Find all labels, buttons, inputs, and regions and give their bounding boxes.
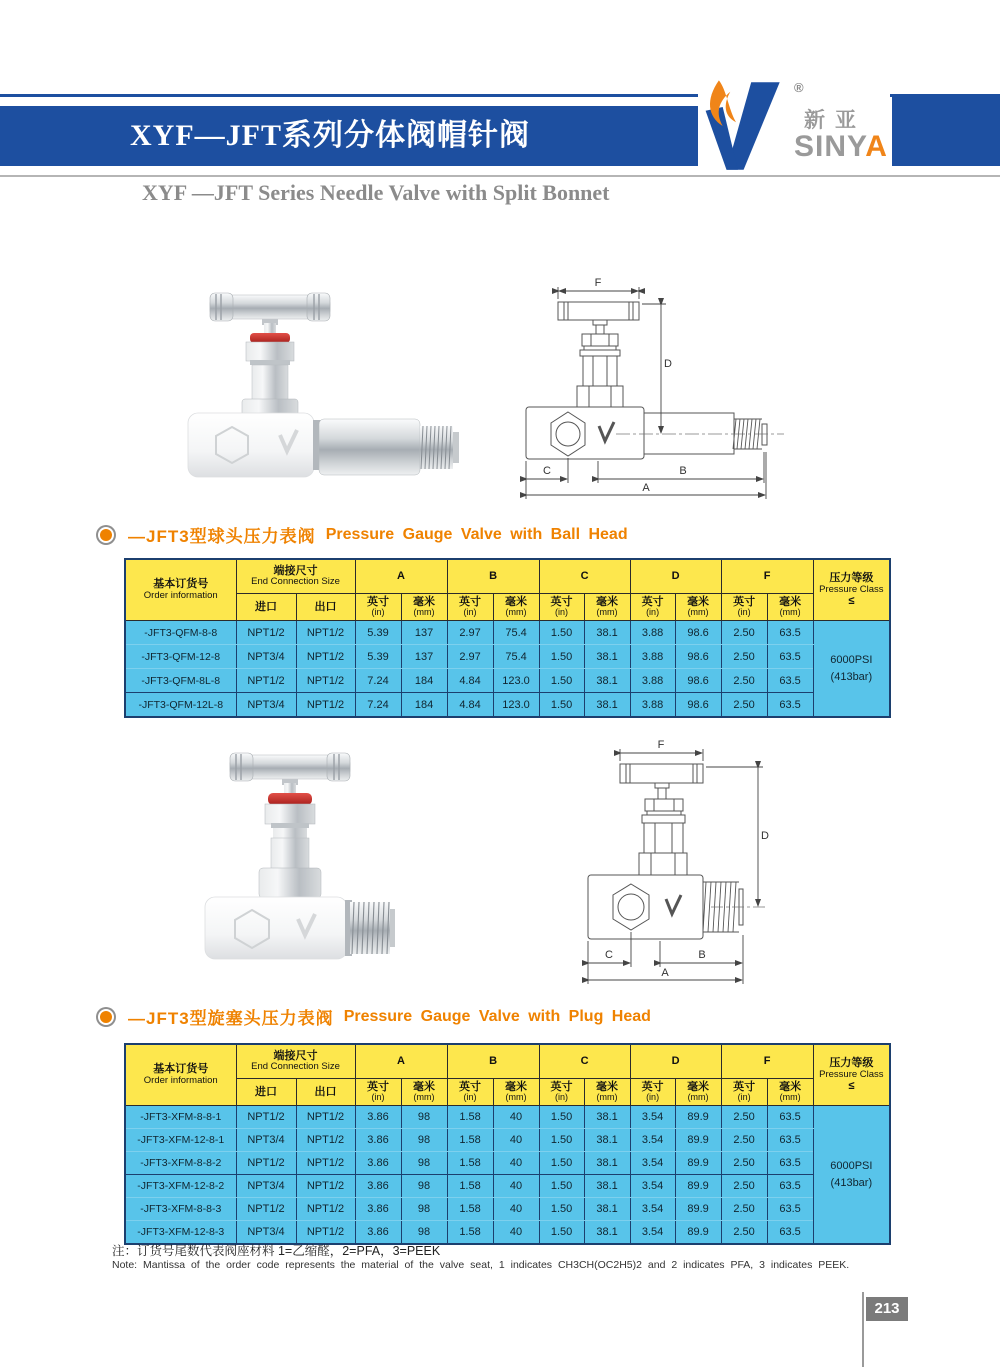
col-header-outlet: 出口 [296,1079,355,1106]
col-header-dim-a: A [355,559,447,594]
unit-header-inch [539,1079,584,1106]
inch-en: (in) [463,607,477,618]
table-row [125,1198,890,1221]
spec-value-cell: 2.50 [721,1175,767,1198]
order-code-cell: -JFT3-QFM-8-8 [125,621,236,645]
unit-header-inch [447,1079,493,1106]
spec-value-cell: NPT1/2 [236,1106,296,1129]
dim-label-b: B [679,465,687,477]
col-header-dim-b: B [447,559,539,594]
valve-dimension-drawing-plug-head [563,731,863,993]
spec-value-cell: NPT1/2 [296,1198,355,1221]
spec-value-cell: 1.50 [539,1152,584,1175]
order-code-cell: -JFT3-QFM-12L-8 [125,693,236,718]
spec-value-cell: 2.50 [721,1106,767,1129]
col-header-dim-f: F [721,1044,813,1079]
mm-cn: 毫米 [596,1081,619,1093]
spec-value-cell: 3.86 [355,1106,401,1129]
spec-value-cell: 184 [401,693,447,718]
spec-value-cell: NPT3/4 [236,1129,296,1152]
pressure-label-cn: 压力等级 [829,1056,874,1069]
spec-value-cell: 89.9 [675,1198,721,1221]
col-header-dim-c: C [539,559,630,594]
spec-table-plug-head [124,1043,891,1245]
order-code-cell: -JFT3-QFM-12-8 [125,645,236,669]
inch-en: (in) [371,1092,385,1103]
spec-value-cell: NPT1/2 [296,1106,355,1129]
mm-en: (mm) [596,607,618,618]
table-row [125,645,890,669]
dim-label-d: D [664,358,672,370]
dim-label-f: F [657,739,665,751]
spec-value-cell: NPT3/4 [236,1175,296,1198]
spec-value-cell: 89.9 [675,1129,721,1152]
order-code-cell: -JFT3-XFM-8-8-3 [125,1198,236,1221]
inch-cn: 英寸 [367,1081,390,1093]
spec-value-cell: 1.50 [539,669,584,693]
spec-value-cell: 98 [401,1106,447,1129]
spec-value-cell: 7.24 [355,693,401,718]
col-header-inlet: 进口 [236,1079,296,1106]
spec-value-cell: 98 [401,1221,447,1245]
spec-value-cell: 1.50 [539,1175,584,1198]
spec-value-cell: 98.6 [675,645,721,669]
spec-value-cell: 3.86 [355,1221,401,1245]
order-code-cell: -JFT3-XFM-8-8-1 [125,1106,236,1129]
spec-value-cell: 1.58 [447,1198,493,1221]
order-label-cn: 基本订货号 [153,1063,209,1076]
spec-value-cell: 38.1 [584,1221,630,1245]
dim-label-a: A [642,482,650,494]
spec-value-cell: 40 [493,1198,539,1221]
mm-cn: 毫米 [687,1081,710,1093]
inch-en: (in) [463,1092,477,1103]
spec-value-cell: 137 [401,621,447,645]
col-header-order [125,559,236,621]
dim-label-c: C [543,465,551,477]
spec-value-cell: 75.4 [493,645,539,669]
note-cn: 注：订货号尾数代表阀座材料 1=乙缩醛，2=PFA，3=PEEK [112,1244,441,1258]
col-header-inlet: 进口 [236,594,296,621]
spec-value-cell: 1.50 [539,1129,584,1152]
spec-value-cell: 98 [401,1129,447,1152]
pressure-class-cell [813,1106,890,1245]
spec-value-cell: 38.1 [584,621,630,645]
col-header-dim-c: C [539,1044,630,1079]
mm-en: (mm) [687,1092,709,1103]
brand-name-en-main: SINY [794,130,866,163]
spec-value-cell: 3.88 [630,669,675,693]
header-gray-rule [0,175,1000,177]
table-row [125,1106,890,1129]
dim-label-b: B [698,949,706,961]
col-header-dim-b: B [447,1044,539,1079]
spec-value-cell: 98 [401,1152,447,1175]
unit-header-inch [630,1079,675,1106]
order-code-cell: -JFT3-QFM-8L-8 [125,669,236,693]
section-title-plug-head [100,1004,651,1029]
spec-value-cell: 38.1 [584,1152,630,1175]
order-code-cell: -JFT3-XFM-12-8-1 [125,1129,236,1152]
spec-value-cell: NPT1/2 [296,1152,355,1175]
section-title-en: Pressure Gauge Valve with Ball Head [325,525,628,543]
spec-value-cell: 40 [493,1221,539,1245]
dim-label-d: D [761,830,769,842]
mm-cn: 毫米 [687,596,710,608]
brand-name-en-accent: A [865,130,888,163]
spec-value-cell: 1.50 [539,693,584,718]
mm-en: (mm) [687,607,709,618]
mm-cn: 毫米 [779,1081,802,1093]
mm-en: (mm) [596,1092,618,1103]
spec-value-cell: 63.5 [767,1129,813,1152]
order-code-cell: -JFT3-XFM-12-8-2 [125,1175,236,1198]
spec-value-cell: NPT1/2 [296,645,355,669]
spec-value-cell: 1.50 [539,1221,584,1245]
sinya-v-icon [698,78,793,174]
spec-value-cell: 63.5 [767,1152,813,1175]
inch-en: (in) [646,607,660,618]
page-title: XYF—JFT系列分体阀帽针阀 [130,119,530,152]
mm-cn: 毫米 [413,596,436,608]
spec-value-cell: 38.1 [584,1106,630,1129]
mm-cn: 毫米 [413,1081,436,1093]
col-header-connection [236,559,355,594]
inch-cn: 英寸 [459,596,482,608]
brand-name-en [794,130,888,164]
spec-value-cell: 75.4 [493,621,539,645]
spec-value-cell: 40 [493,1129,539,1152]
spec-value-cell: 2.50 [721,1198,767,1221]
spec-value-cell: NPT3/4 [236,693,296,718]
mm-en: (mm) [413,1092,435,1103]
spec-value-cell: 1.58 [447,1129,493,1152]
unit-header-inch [630,594,675,621]
spec-value-cell: 2.50 [721,1129,767,1152]
section-title-cn: —JFT3型球头压力表阀 [128,527,316,546]
spec-value-cell: 2.50 [721,645,767,669]
pressure-max-symbol: ≤ [848,595,855,608]
unit-header-mm [767,1079,813,1106]
spec-value-cell: 184 [401,669,447,693]
pressure-bar: (413bar) [830,670,873,683]
spec-value-cell: 3.88 [630,621,675,645]
spec-value-cell: 38.1 [584,669,630,693]
order-code-cell: -JFT3-XFM-12-8-3 [125,1221,236,1245]
spec-value-cell: 7.24 [355,669,401,693]
spec-value-cell: 63.5 [767,645,813,669]
mm-cn: 毫米 [596,596,619,608]
mm-cn: 毫米 [505,596,528,608]
spec-value-cell: 63.5 [767,1221,813,1245]
spec-value-cell: 123.0 [493,669,539,693]
unit-header-mm [401,594,447,621]
spec-value-cell: 63.5 [767,621,813,645]
spec-value-cell: 38.1 [584,693,630,718]
pressure-psi: 6000PSI [830,1160,873,1173]
inch-cn: 英寸 [367,596,390,608]
spec-value-cell: 63.5 [767,1175,813,1198]
pressure-max-symbol: ≤ [848,1080,855,1093]
spec-value-cell: 1.58 [447,1106,493,1129]
col-header-outlet: 出口 [296,594,355,621]
page-subtitle: XYF —JFT Series Needle Valve with Split Bonnet [142,180,610,205]
spec-value-cell: 3.54 [630,1152,675,1175]
table-row [125,621,890,645]
unit-header-inch [721,1079,767,1106]
table-row [125,1152,890,1175]
mm-en: (mm) [505,1092,527,1103]
col-header-pressure [813,1044,890,1106]
inch-cn: 英寸 [733,596,756,608]
spec-value-cell: 2.97 [447,621,493,645]
col-header-order [125,1044,236,1106]
col-header-dim-d: D [630,559,721,594]
col-header-connection [236,1044,355,1079]
spec-value-cell: 2.97 [447,645,493,669]
mm-en: (mm) [779,607,801,618]
mm-en: (mm) [779,1092,801,1103]
spec-value-cell: NPT1/2 [296,1175,355,1198]
table-row [125,1175,890,1198]
unit-header-inch [447,594,493,621]
col-header-pressure [813,559,890,621]
inch-en: (in) [371,607,385,618]
spec-value-cell: 89.9 [675,1106,721,1129]
spec-value-cell: NPT1/2 [296,621,355,645]
spec-value-cell: 38.1 [584,1198,630,1221]
spec-value-cell: 1.50 [539,1106,584,1129]
spec-value-cell: NPT1/2 [296,1221,355,1245]
spec-value-cell: 3.86 [355,1152,401,1175]
spec-value-cell: 38.1 [584,1175,630,1198]
spec-value-cell: 38.1 [584,1129,630,1152]
page-number-rule [862,1292,864,1367]
spec-value-cell: 1.50 [539,1198,584,1221]
inch-cn: 英寸 [550,1081,573,1093]
unit-header-inch [539,594,584,621]
spec-value-cell: NPT1/2 [296,669,355,693]
page-number: 213 [866,1297,908,1321]
inch-cn: 英寸 [733,1081,756,1093]
spec-value-cell: 98.6 [675,669,721,693]
spec-value-cell: 3.54 [630,1129,675,1152]
conn-label-en: End Connection Size [251,576,340,588]
order-label-en: Order information [143,589,218,601]
spec-value-cell: 89.9 [675,1175,721,1198]
section-title-cn: —JFT3型旋塞头压力表阀 [128,1009,334,1028]
col-header-dim-a: A [355,1044,447,1079]
conn-label-en: End Connection Size [251,1061,340,1073]
section-bullet-icon [100,1011,112,1023]
spec-value-cell: 1.58 [447,1175,493,1198]
spec-value-cell: 63.5 [767,693,813,718]
inch-en: (in) [737,607,751,618]
spec-value-cell: 63.5 [767,1106,813,1129]
unit-header-inch [721,594,767,621]
spec-value-cell: 3.88 [630,693,675,718]
spec-value-cell: 3.86 [355,1198,401,1221]
spec-value-cell: NPT1/2 [236,621,296,645]
order-code-cell: -JFT3-XFM-8-8-2 [125,1152,236,1175]
inch-cn: 英寸 [641,1081,664,1093]
spec-value-cell: 1.50 [539,645,584,669]
section-bullet-icon [100,529,112,541]
order-label-cn: 基本订货号 [153,578,209,591]
valve-photo-plug-head [195,745,455,990]
spec-value-cell: 3.86 [355,1175,401,1198]
conn-label-cn: 端接尺寸 [273,1049,318,1062]
spec-value-cell: 98.6 [675,693,721,718]
unit-header-inch [355,1079,401,1106]
spec-value-cell: 98 [401,1175,447,1198]
spec-table-ball-head [124,558,891,718]
pressure-psi: 6000PSI [830,654,873,667]
section-title-en: Pressure Gauge Valve with Plug Head [343,1007,651,1025]
spec-value-cell: 89.9 [675,1152,721,1175]
mm-cn: 毫米 [505,1081,528,1093]
spec-value-cell: 63.5 [767,669,813,693]
spec-value-cell: NPT1/2 [236,669,296,693]
inch-en: (in) [646,1092,660,1103]
mm-cn: 毫米 [779,596,802,608]
spec-value-cell: 3.88 [630,645,675,669]
spec-value-cell: 5.39 [355,645,401,669]
inch-cn: 英寸 [459,1081,482,1093]
valve-photo-ball-head [180,283,470,505]
inch-en: (in) [737,1092,751,1103]
pressure-label-cn: 压力等级 [829,571,874,584]
inch-en: (in) [555,1092,569,1103]
spec-value-cell: 2.50 [721,1221,767,1245]
dim-label-a: A [661,967,669,979]
inch-cn: 英寸 [641,596,664,608]
spec-value-cell: 123.0 [493,693,539,718]
spec-value-cell: 3.54 [630,1198,675,1221]
unit-header-mm [584,594,630,621]
spec-value-cell: 40 [493,1106,539,1129]
brand-logo [698,78,890,174]
unit-header-mm [401,1079,447,1106]
spec-value-cell: NPT1/2 [236,1198,296,1221]
spec-value-cell: 1.58 [447,1152,493,1175]
unit-header-mm [493,594,539,621]
pressure-label-en: Pressure Class [819,1068,884,1080]
spec-value-cell: 2.50 [721,669,767,693]
spec-value-cell: 3.54 [630,1106,675,1129]
brand-name-cn: 新亚 [804,109,866,132]
spec-value-cell: 4.84 [447,669,493,693]
spec-value-cell: 40 [493,1152,539,1175]
dim-label-f: F [594,277,602,289]
spec-value-cell: NPT1/2 [296,1129,355,1152]
header-right-bar [892,97,1000,166]
pressure-bar: (413bar) [830,1176,873,1189]
inch-en: (in) [555,607,569,618]
spec-value-cell: 98.6 [675,621,721,645]
registered-mark: ® [794,80,804,95]
unit-header-mm [767,594,813,621]
unit-header-mm [493,1079,539,1106]
spec-value-cell: 89.9 [675,1221,721,1245]
spec-value-cell: 2.50 [721,1152,767,1175]
mm-en: (mm) [505,607,527,618]
table-row [125,693,890,718]
table-row [125,669,890,693]
spec-value-cell: 40 [493,1175,539,1198]
spec-value-cell: NPT1/2 [236,1152,296,1175]
pressure-label-en: Pressure Class [819,583,884,595]
spec-value-cell: 38.1 [584,645,630,669]
spec-value-cell: 3.54 [630,1175,675,1198]
unit-header-mm [675,1079,721,1106]
valve-dimension-drawing-ball-head [498,268,798,508]
col-header-dim-f: F [721,559,813,594]
spec-value-cell: 1.58 [447,1221,493,1245]
note-en: Note: Mantissa of the order code represents the material of the valve seat, 1 indicates CH3CH(OC2H5)2 and 2 indicates PFA, 3 indicates PEEK. [112,1259,850,1271]
inch-cn: 英寸 [550,596,573,608]
spec-value-cell: 2.50 [721,621,767,645]
spec-value-cell: NPT1/2 [296,693,355,718]
unit-header-mm [584,1079,630,1106]
pressure-class-cell [813,621,890,718]
spec-value-cell: NPT3/4 [236,1221,296,1245]
spec-value-cell: 1.50 [539,621,584,645]
spec-value-cell: 137 [401,645,447,669]
spec-value-cell: 3.86 [355,1129,401,1152]
spec-value-cell: 98 [401,1198,447,1221]
conn-label-cn: 端接尺寸 [273,564,318,577]
unit-header-mm [675,594,721,621]
unit-header-inch [355,594,401,621]
spec-value-cell: 63.5 [767,1198,813,1221]
spec-value-cell: 5.39 [355,621,401,645]
spec-value-cell: NPT3/4 [236,645,296,669]
col-header-dim-d: D [630,1044,721,1079]
section-title-ball-head [100,522,628,547]
dim-label-c: C [605,949,613,961]
order-label-en: Order information [143,1074,218,1086]
spec-value-cell: 4.84 [447,693,493,718]
mm-en: (mm) [413,607,435,618]
spec-value-cell: 2.50 [721,693,767,718]
spec-value-cell: 3.54 [630,1221,675,1245]
table-row [125,1129,890,1152]
